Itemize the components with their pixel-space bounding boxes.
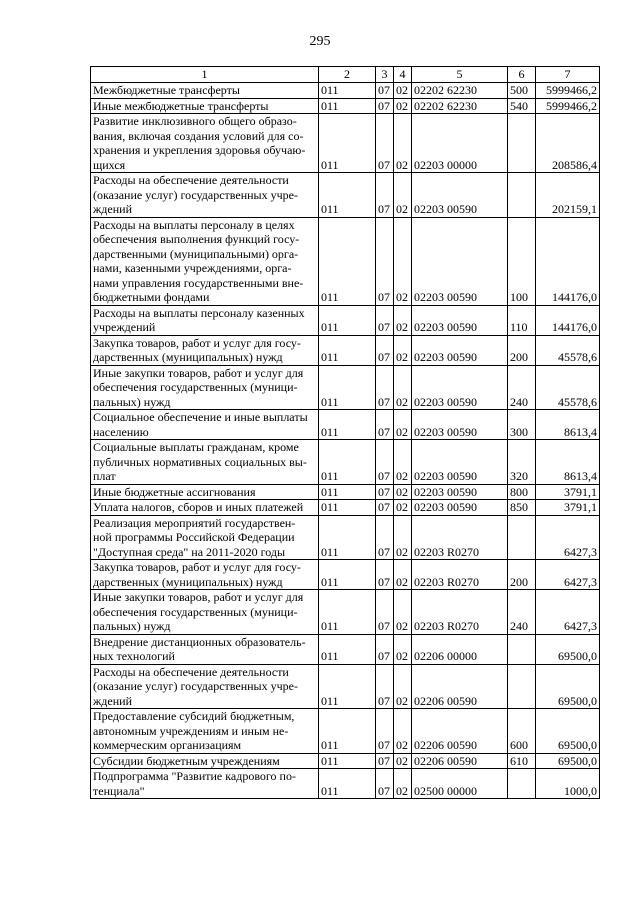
- row-name: [91, 173, 319, 218]
- row-expense-type: 200: [508, 560, 536, 590]
- row-target-article: 02202 62230: [412, 83, 508, 99]
- row-amount: 6427,3: [536, 590, 600, 635]
- row-name-line: вания, включая создания условий для со-: [93, 128, 304, 143]
- row-amount: 3791,1: [536, 484, 600, 500]
- row-name-line: Реализация мероприятий государствен-: [93, 515, 296, 530]
- row-subsection-code: 02: [394, 515, 412, 560]
- row-admin-code: 011: [319, 335, 376, 365]
- page-number: 295: [309, 34, 331, 49]
- row-name: [91, 560, 319, 590]
- row-name-line: Субсидии бюджетным учреждениям: [93, 753, 280, 768]
- row-subsection-code: 02: [394, 590, 412, 635]
- row-name: [91, 440, 319, 485]
- row-admin-code: 011: [319, 634, 376, 664]
- header-col-1: 1: [91, 67, 319, 83]
- row-section-code: 07: [376, 664, 394, 709]
- row-name: [91, 335, 319, 365]
- table-row: [91, 365, 600, 410]
- row-admin-code: 011: [319, 590, 376, 635]
- row-name-line: Иные бюджетные ассигнования: [93, 484, 256, 499]
- row-subsection-code: 02: [394, 173, 412, 218]
- row-expense-type: 240: [508, 365, 536, 410]
- row-section-code: 07: [376, 769, 394, 799]
- row-admin-code: 011: [319, 709, 376, 754]
- row-amount: 69500,0: [536, 709, 600, 754]
- row-name-line: хранения и укрепления здоровья обучаю-: [93, 143, 306, 157]
- row-amount: 69500,0: [536, 753, 600, 769]
- row-subsection-code: 02: [394, 709, 412, 754]
- row-subsection-code: 02: [394, 335, 412, 365]
- row-name-line: Подпрограмма "Развитие кадрового по-: [93, 769, 296, 783]
- row-admin-code: 011: [319, 98, 376, 114]
- row-section-code: 07: [376, 114, 394, 173]
- row-section-code: 07: [376, 173, 394, 218]
- row-name: [91, 769, 319, 799]
- table-row: [91, 634, 600, 664]
- row-target-article: 02206 00590: [412, 753, 508, 769]
- row-section-code: 07: [376, 440, 394, 485]
- row-amount: 6427,3: [536, 560, 600, 590]
- row-target-article: 02203 R0270: [412, 560, 508, 590]
- row-name: [91, 753, 319, 769]
- table-row: [91, 500, 600, 516]
- table-row: [91, 590, 600, 635]
- row-name: [91, 365, 319, 410]
- row-admin-code: 011: [319, 753, 376, 769]
- row-expense-type: 610: [508, 753, 536, 769]
- table-row: [91, 484, 600, 500]
- table-row: [91, 709, 600, 754]
- row-section-code: 07: [376, 753, 394, 769]
- row-expense-type: 500: [508, 83, 536, 99]
- row-subsection-code: 02: [394, 664, 412, 709]
- row-name-line: тенциала": [93, 783, 145, 798]
- row-name-line: Закупка товаров, работ и услуг для госу-: [93, 335, 301, 350]
- row-name-line: Иные межбюджетные трансферты: [93, 98, 269, 113]
- row-name-line: ной программы Российской Федерации: [93, 530, 295, 544]
- row-name-line: пальных) нужд: [93, 619, 171, 633]
- row-name-line: Социальное обеспечение и иные выплаты: [93, 410, 308, 424]
- table-row: [91, 173, 600, 218]
- row-amount: 208586,4: [536, 114, 600, 173]
- row-name-line: плат: [93, 469, 116, 483]
- header-col-4: 4: [394, 67, 412, 83]
- row-section-code: 07: [376, 500, 394, 516]
- row-name-line: Расходы на обеспечение деятельности: [93, 173, 289, 187]
- row-subsection-code: 02: [394, 83, 412, 99]
- row-name: [91, 634, 319, 664]
- row-name-line: дарственными (муниципальными) орга-: [93, 246, 299, 261]
- row-section-code: 07: [376, 98, 394, 114]
- row-expense-type: 300: [508, 410, 536, 440]
- table-row: [91, 305, 600, 335]
- row-amount: 69500,0: [536, 634, 600, 664]
- row-subsection-code: 02: [394, 217, 412, 305]
- row-admin-code: 011: [319, 305, 376, 335]
- row-expense-type: 200: [508, 335, 536, 365]
- row-section-code: 07: [376, 484, 394, 500]
- table-row: [91, 410, 600, 440]
- row-expense-type: 540: [508, 98, 536, 114]
- row-name: [91, 114, 319, 173]
- row-expense-type: 800: [508, 484, 536, 500]
- row-expense-type: 240: [508, 590, 536, 635]
- row-amount: 69500,0: [536, 664, 600, 709]
- row-name-line: Внедрение дистанционных образователь-: [93, 634, 306, 649]
- row-name-line: Уплата налогов, сборов и иных платежей: [93, 500, 304, 514]
- row-name-line: (оказание услуг) государственных учре-: [93, 187, 298, 202]
- row-name-line: обеспечения выполнения функций госу-: [93, 232, 300, 246]
- row-section-code: 07: [376, 634, 394, 664]
- row-target-article: 02202 62230: [412, 98, 508, 114]
- row-admin-code: 011: [319, 365, 376, 410]
- row-name: [91, 217, 319, 305]
- row-target-article: 02206 00000: [412, 634, 508, 664]
- row-name-line: ных технологий: [93, 649, 175, 663]
- row-name-line: пальных) нужд: [93, 394, 171, 409]
- row-expense-type: [508, 664, 536, 709]
- row-amount: 1000,0: [536, 769, 600, 799]
- row-target-article: 02203 00590: [412, 410, 508, 440]
- table-row: [91, 217, 600, 305]
- table-row: [91, 664, 600, 709]
- row-amount: 8613,4: [536, 440, 600, 485]
- row-name-line: (оказание услуг) государственных учре-: [93, 679, 298, 693]
- row-target-article: 02206 00590: [412, 664, 508, 709]
- row-name: [91, 305, 319, 335]
- row-section-code: 07: [376, 590, 394, 635]
- row-target-article: 02203 00000: [412, 114, 508, 173]
- row-name: [91, 709, 319, 754]
- row-name-line: нами, казенными учреждениями, орга-: [93, 261, 292, 275]
- row-name: [91, 98, 319, 114]
- row-name: [91, 410, 319, 440]
- row-name-line: "Доступная среда" на 2011-2020 годы: [93, 544, 286, 559]
- row-amount: 144176,0: [536, 217, 600, 305]
- row-name: [91, 484, 319, 500]
- row-name-line: Социальные выплаты гражданам, кроме: [93, 440, 299, 454]
- table-row: [91, 515, 600, 560]
- header-row: [91, 67, 600, 83]
- table-row: [91, 335, 600, 365]
- table-row: [91, 114, 600, 173]
- row-name-line: Расходы на выплаты персоналу в целях: [93, 217, 295, 232]
- table-row: [91, 98, 600, 114]
- table-row: [91, 440, 600, 485]
- row-name: [91, 500, 319, 516]
- row-target-article: 02203 00590: [412, 500, 508, 516]
- row-admin-code: 011: [319, 515, 376, 560]
- row-admin-code: 011: [319, 114, 376, 173]
- row-name-line: дарственных (муниципальных) нужд: [93, 574, 283, 589]
- row-expense-type: [508, 173, 536, 218]
- row-expense-type: [508, 634, 536, 664]
- row-name-line: ждений: [93, 693, 132, 708]
- budget-table: [90, 66, 600, 799]
- row-name: [91, 515, 319, 560]
- row-target-article: 02203 00590: [412, 305, 508, 335]
- row-subsection-code: 02: [394, 753, 412, 769]
- row-target-article: 02203 00590: [412, 217, 508, 305]
- row-name-line: Закупка товаров, работ и услуг для госу-: [93, 560, 301, 574]
- table-row: [91, 560, 600, 590]
- row-subsection-code: 02: [394, 114, 412, 173]
- row-subsection-code: 02: [394, 560, 412, 590]
- row-target-article: 02203 R0270: [412, 515, 508, 560]
- row-section-code: 07: [376, 305, 394, 335]
- row-name-line: Расходы на обеспечение деятельности: [93, 664, 289, 679]
- row-admin-code: 011: [319, 500, 376, 516]
- row-amount: 5999466,2: [536, 98, 600, 114]
- row-target-article: 02203 00590: [412, 335, 508, 365]
- table-row: [91, 769, 600, 799]
- row-amount: 45578,6: [536, 335, 600, 365]
- row-subsection-code: 02: [394, 305, 412, 335]
- row-admin-code: 011: [319, 769, 376, 799]
- row-name: [91, 664, 319, 709]
- row-admin-code: 011: [319, 83, 376, 99]
- row-admin-code: 011: [319, 440, 376, 485]
- row-amount: 202159,1: [536, 173, 600, 218]
- row-name-line: ждений: [93, 202, 132, 216]
- row-target-article: 02500 00000: [412, 769, 508, 799]
- row-admin-code: 011: [319, 664, 376, 709]
- row-expense-type: 110: [508, 305, 536, 335]
- row-subsection-code: 02: [394, 500, 412, 516]
- row-expense-type: [508, 114, 536, 173]
- row-subsection-code: 02: [394, 484, 412, 500]
- row-name-line: учреждений: [93, 320, 156, 334]
- table-row: [91, 83, 600, 99]
- row-section-code: 07: [376, 365, 394, 410]
- row-amount: 45578,6: [536, 365, 600, 410]
- header-col-3: 3: [376, 67, 394, 83]
- row-subsection-code: 02: [394, 634, 412, 664]
- row-name-line: Иные закупки товаров, работ и услуг для: [93, 365, 304, 380]
- row-name-line: Развитие инклюзивного общего образо-: [93, 114, 297, 128]
- row-name-line: дарственных (муниципальных) нужд: [93, 350, 283, 364]
- row-target-article: 02203 00590: [412, 173, 508, 218]
- row-subsection-code: 02: [394, 440, 412, 485]
- row-expense-type: [508, 515, 536, 560]
- row-expense-type: 100: [508, 217, 536, 305]
- row-target-article: 02203 00590: [412, 365, 508, 410]
- row-section-code: 07: [376, 560, 394, 590]
- row-name-line: публичных нормативных социальных вы-: [93, 454, 307, 469]
- row-subsection-code: 02: [394, 98, 412, 114]
- row-admin-code: 011: [319, 217, 376, 305]
- row-subsection-code: 02: [394, 365, 412, 410]
- header-col-7: 7: [536, 67, 600, 83]
- row-section-code: 07: [376, 83, 394, 99]
- row-section-code: 07: [376, 217, 394, 305]
- row-name-line: обеспечения государственных (муници-: [93, 380, 298, 394]
- row-name-line: щихся: [93, 157, 126, 172]
- row-expense-type: 850: [508, 500, 536, 516]
- row-name: [91, 83, 319, 99]
- row-expense-type: [508, 769, 536, 799]
- row-subsection-code: 02: [394, 769, 412, 799]
- row-name-line: обеспечения государственных (муници-: [93, 604, 298, 619]
- table-row: [91, 753, 600, 769]
- row-section-code: 07: [376, 709, 394, 754]
- row-section-code: 07: [376, 410, 394, 440]
- header-col-6: 6: [508, 67, 536, 83]
- row-name-line: населению: [93, 424, 149, 439]
- header-col-2: 2: [319, 67, 376, 83]
- row-section-code: 07: [376, 335, 394, 365]
- row-name: [91, 590, 319, 635]
- row-amount: 8613,4: [536, 410, 600, 440]
- row-name-line: коммерческим организациям: [93, 738, 242, 752]
- row-target-article: 02203 R0270: [412, 590, 508, 635]
- row-amount: 3791,1: [536, 500, 600, 516]
- row-admin-code: 011: [319, 410, 376, 440]
- row-amount: 6427,3: [536, 515, 600, 560]
- row-admin-code: 011: [319, 173, 376, 218]
- row-admin-code: 011: [319, 484, 376, 500]
- row-expense-type: 600: [508, 709, 536, 754]
- table-body: [91, 83, 600, 799]
- row-target-article: 02203 00590: [412, 440, 508, 485]
- row-name-line: Расходы на выплаты персоналу казенных: [93, 305, 305, 320]
- row-name-line: Межбюджетные трансферты: [93, 83, 240, 97]
- row-name-line: автономным учреждениям и иным не-: [93, 723, 289, 738]
- row-target-article: 02206 00590: [412, 709, 508, 754]
- row-name-line: Предоставление субсидий бюджетным,: [93, 709, 295, 723]
- row-amount: 144176,0: [536, 305, 600, 335]
- row-expense-type: 320: [508, 440, 536, 485]
- row-section-code: 07: [376, 515, 394, 560]
- row-amount: 5999466,2: [536, 83, 600, 99]
- row-target-article: 02203 00590: [412, 484, 508, 500]
- row-name-line: бюджетными фондами: [93, 290, 210, 304]
- header-col-5: 5: [412, 67, 508, 83]
- row-admin-code: 011: [319, 560, 376, 590]
- row-subsection-code: 02: [394, 410, 412, 440]
- row-name-line: Иные закупки товаров, работ и услуг для: [93, 590, 304, 604]
- row-name-line: нами управления государственными вне-: [93, 275, 304, 290]
